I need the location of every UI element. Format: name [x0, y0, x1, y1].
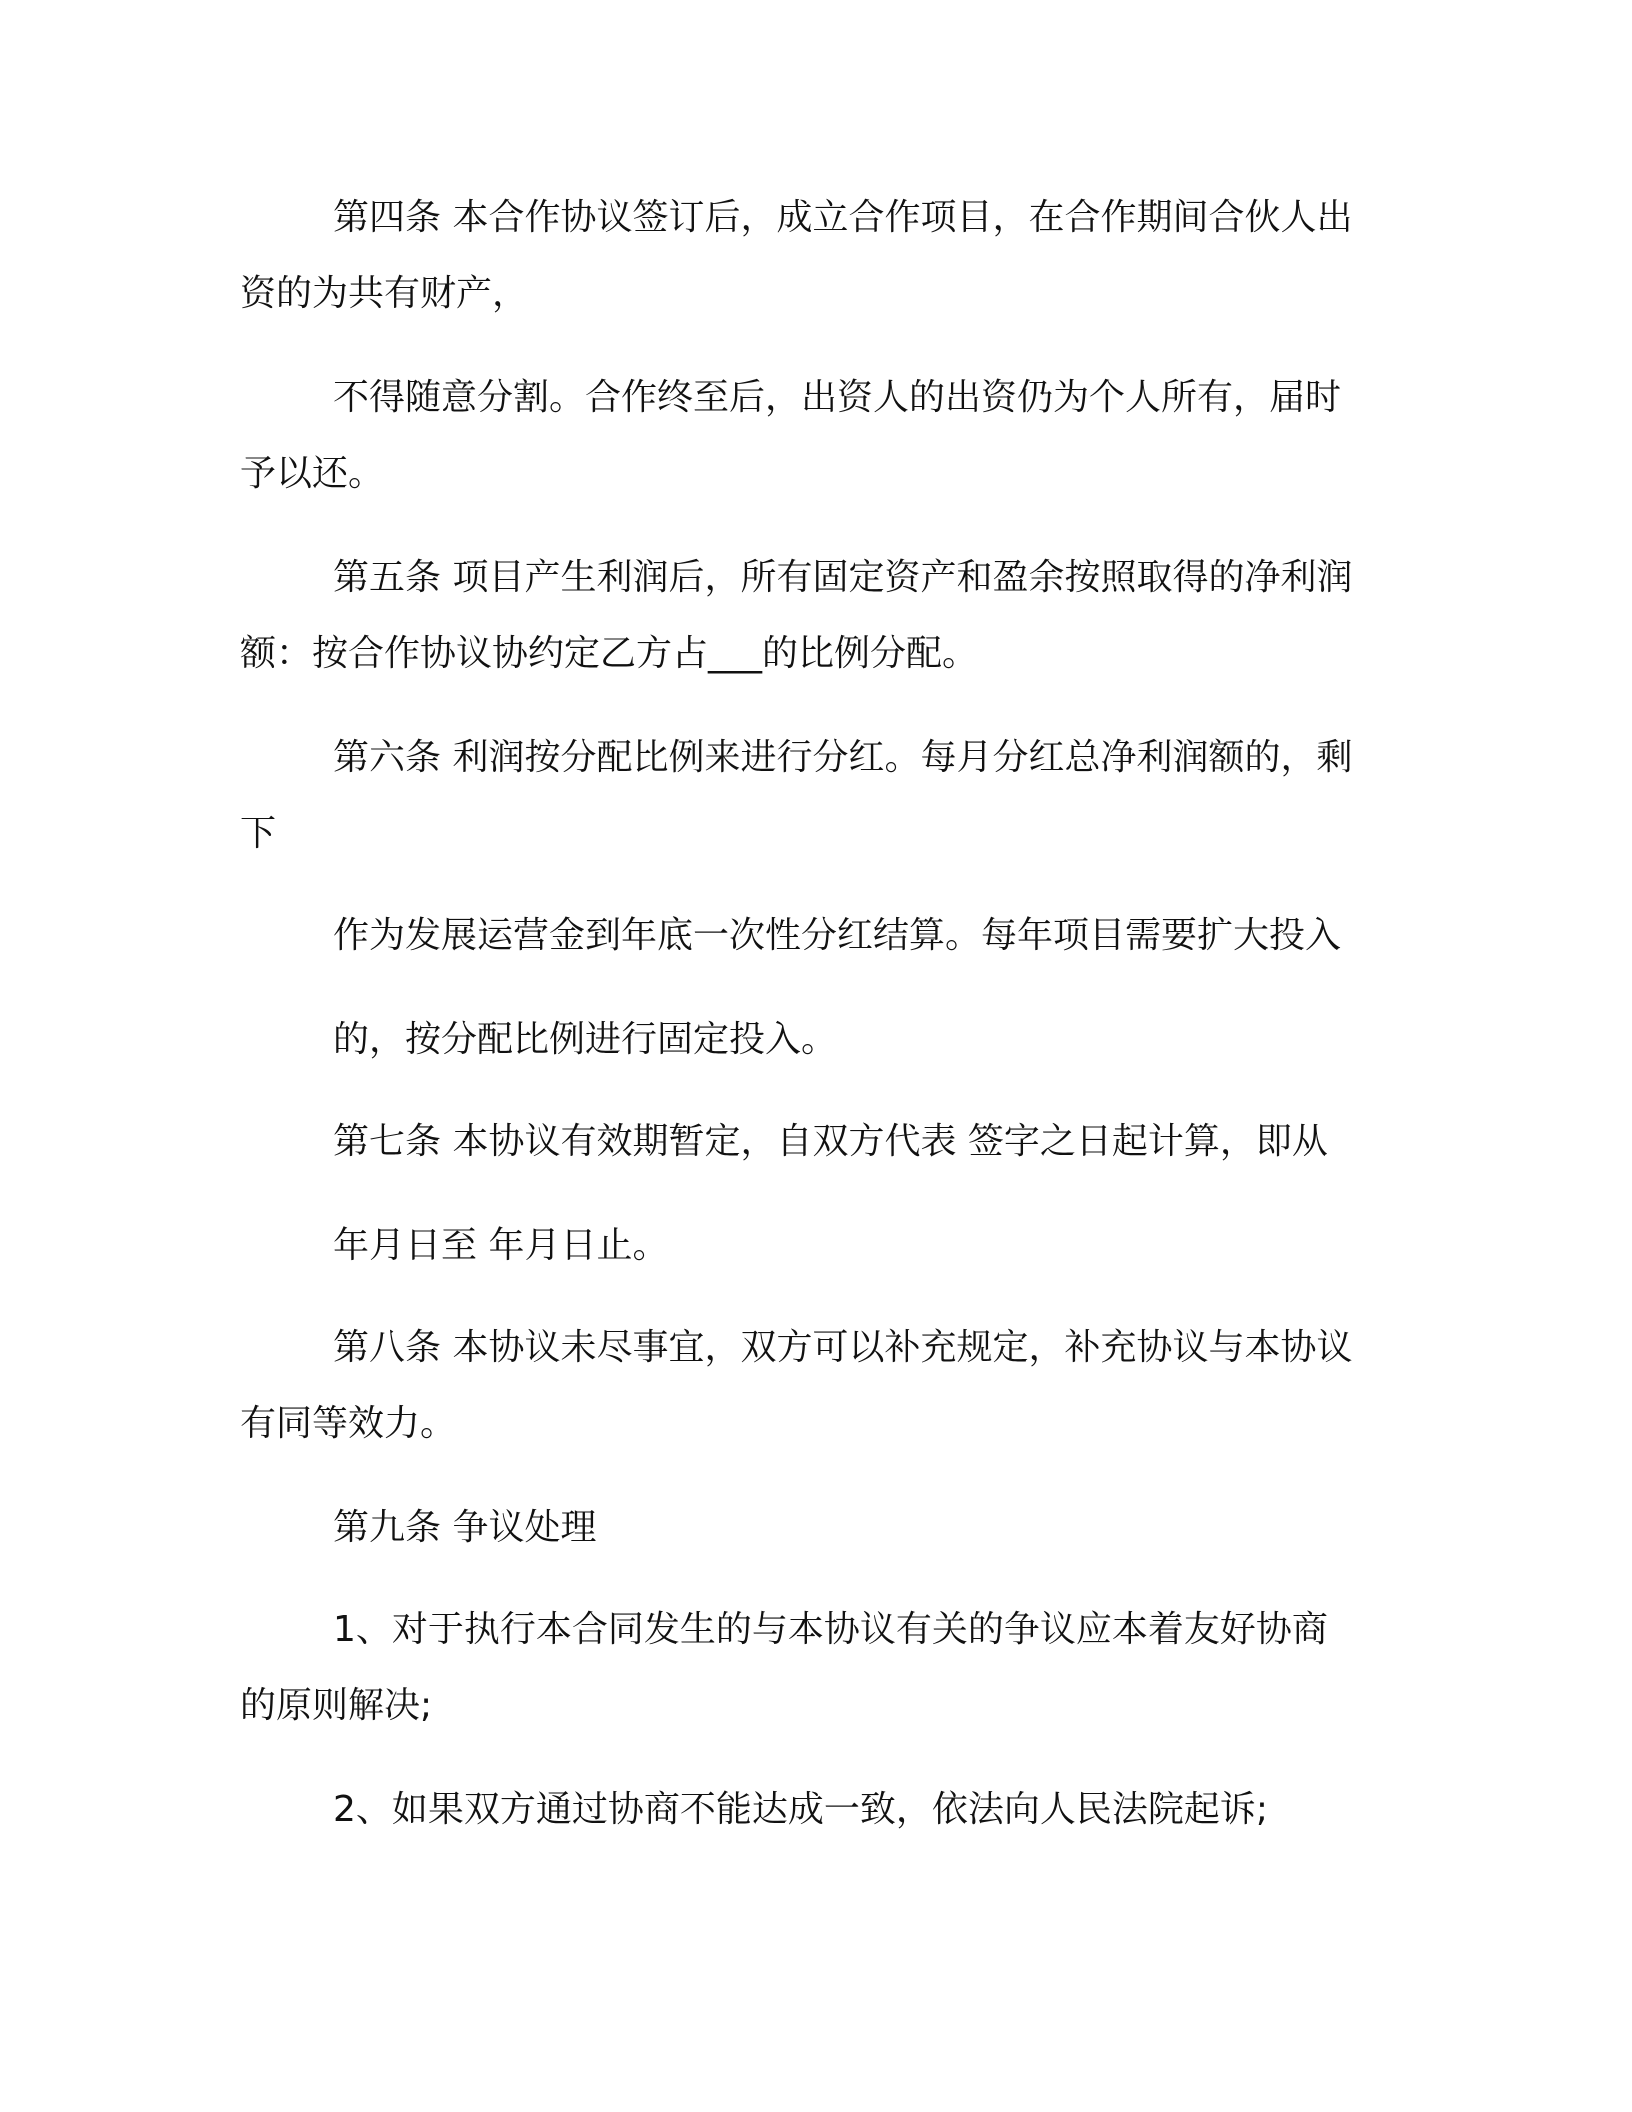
- article-9-item-1-line-2: 的原则解决;: [240, 1685, 433, 1726]
- article-5-line-2: 额：按合作协议协约定乙方占___的比例分配。: [240, 633, 979, 674]
- article-4-line-1: 第四条 本合作协议签订后，成立合作项目，在合作期间合伙人出: [333, 197, 1353, 238]
- article-4-line-2: 资的为共有财产，: [240, 273, 529, 314]
- article-6-line-3: 作为发展运营金到年底一次性分红结算。每年项目需要扩大投入: [333, 915, 1342, 956]
- article-7-line-2: 年月日至 年月日止。: [333, 1225, 669, 1266]
- article-4-line-3: 不得随意分割。合作终至后，出资人的出资仍为个人所有，届时: [333, 377, 1342, 418]
- article-5-line-1: 第五条 项目产生利润后，所有固定资产和盈余按照取得的净利润: [333, 557, 1353, 598]
- article-9-item-2-line-1: 2、如果双方通过协商不能达成一致，依法向人民法院起诉;: [333, 1789, 1269, 1830]
- article-4-line-4: 予以还。: [240, 453, 385, 494]
- article-7-line-1: 第七条 本协议有效期暂定，自双方代表 签字之日起计算，即从: [333, 1121, 1328, 1162]
- article-6-line-1: 第六条 利润按分配比例来进行分红。每月分红总净利润额的，剩: [333, 737, 1353, 778]
- article-6-line-2: 下: [240, 813, 277, 854]
- article-9-heading: 第九条 争议处理: [333, 1507, 597, 1548]
- article-6-line-4: 的，按分配比例进行固定投入。: [333, 1019, 838, 1060]
- article-8-line-2: 有同等效力。: [240, 1403, 457, 1444]
- article-9-item-1-line-1: 1、对于执行本合同发生的与本协议有关的争议应本着友好协商: [333, 1609, 1328, 1650]
- article-8-line-1: 第八条 本协议未尽事宜，双方可以补充规定，补充协议与本协议: [333, 1327, 1353, 1368]
